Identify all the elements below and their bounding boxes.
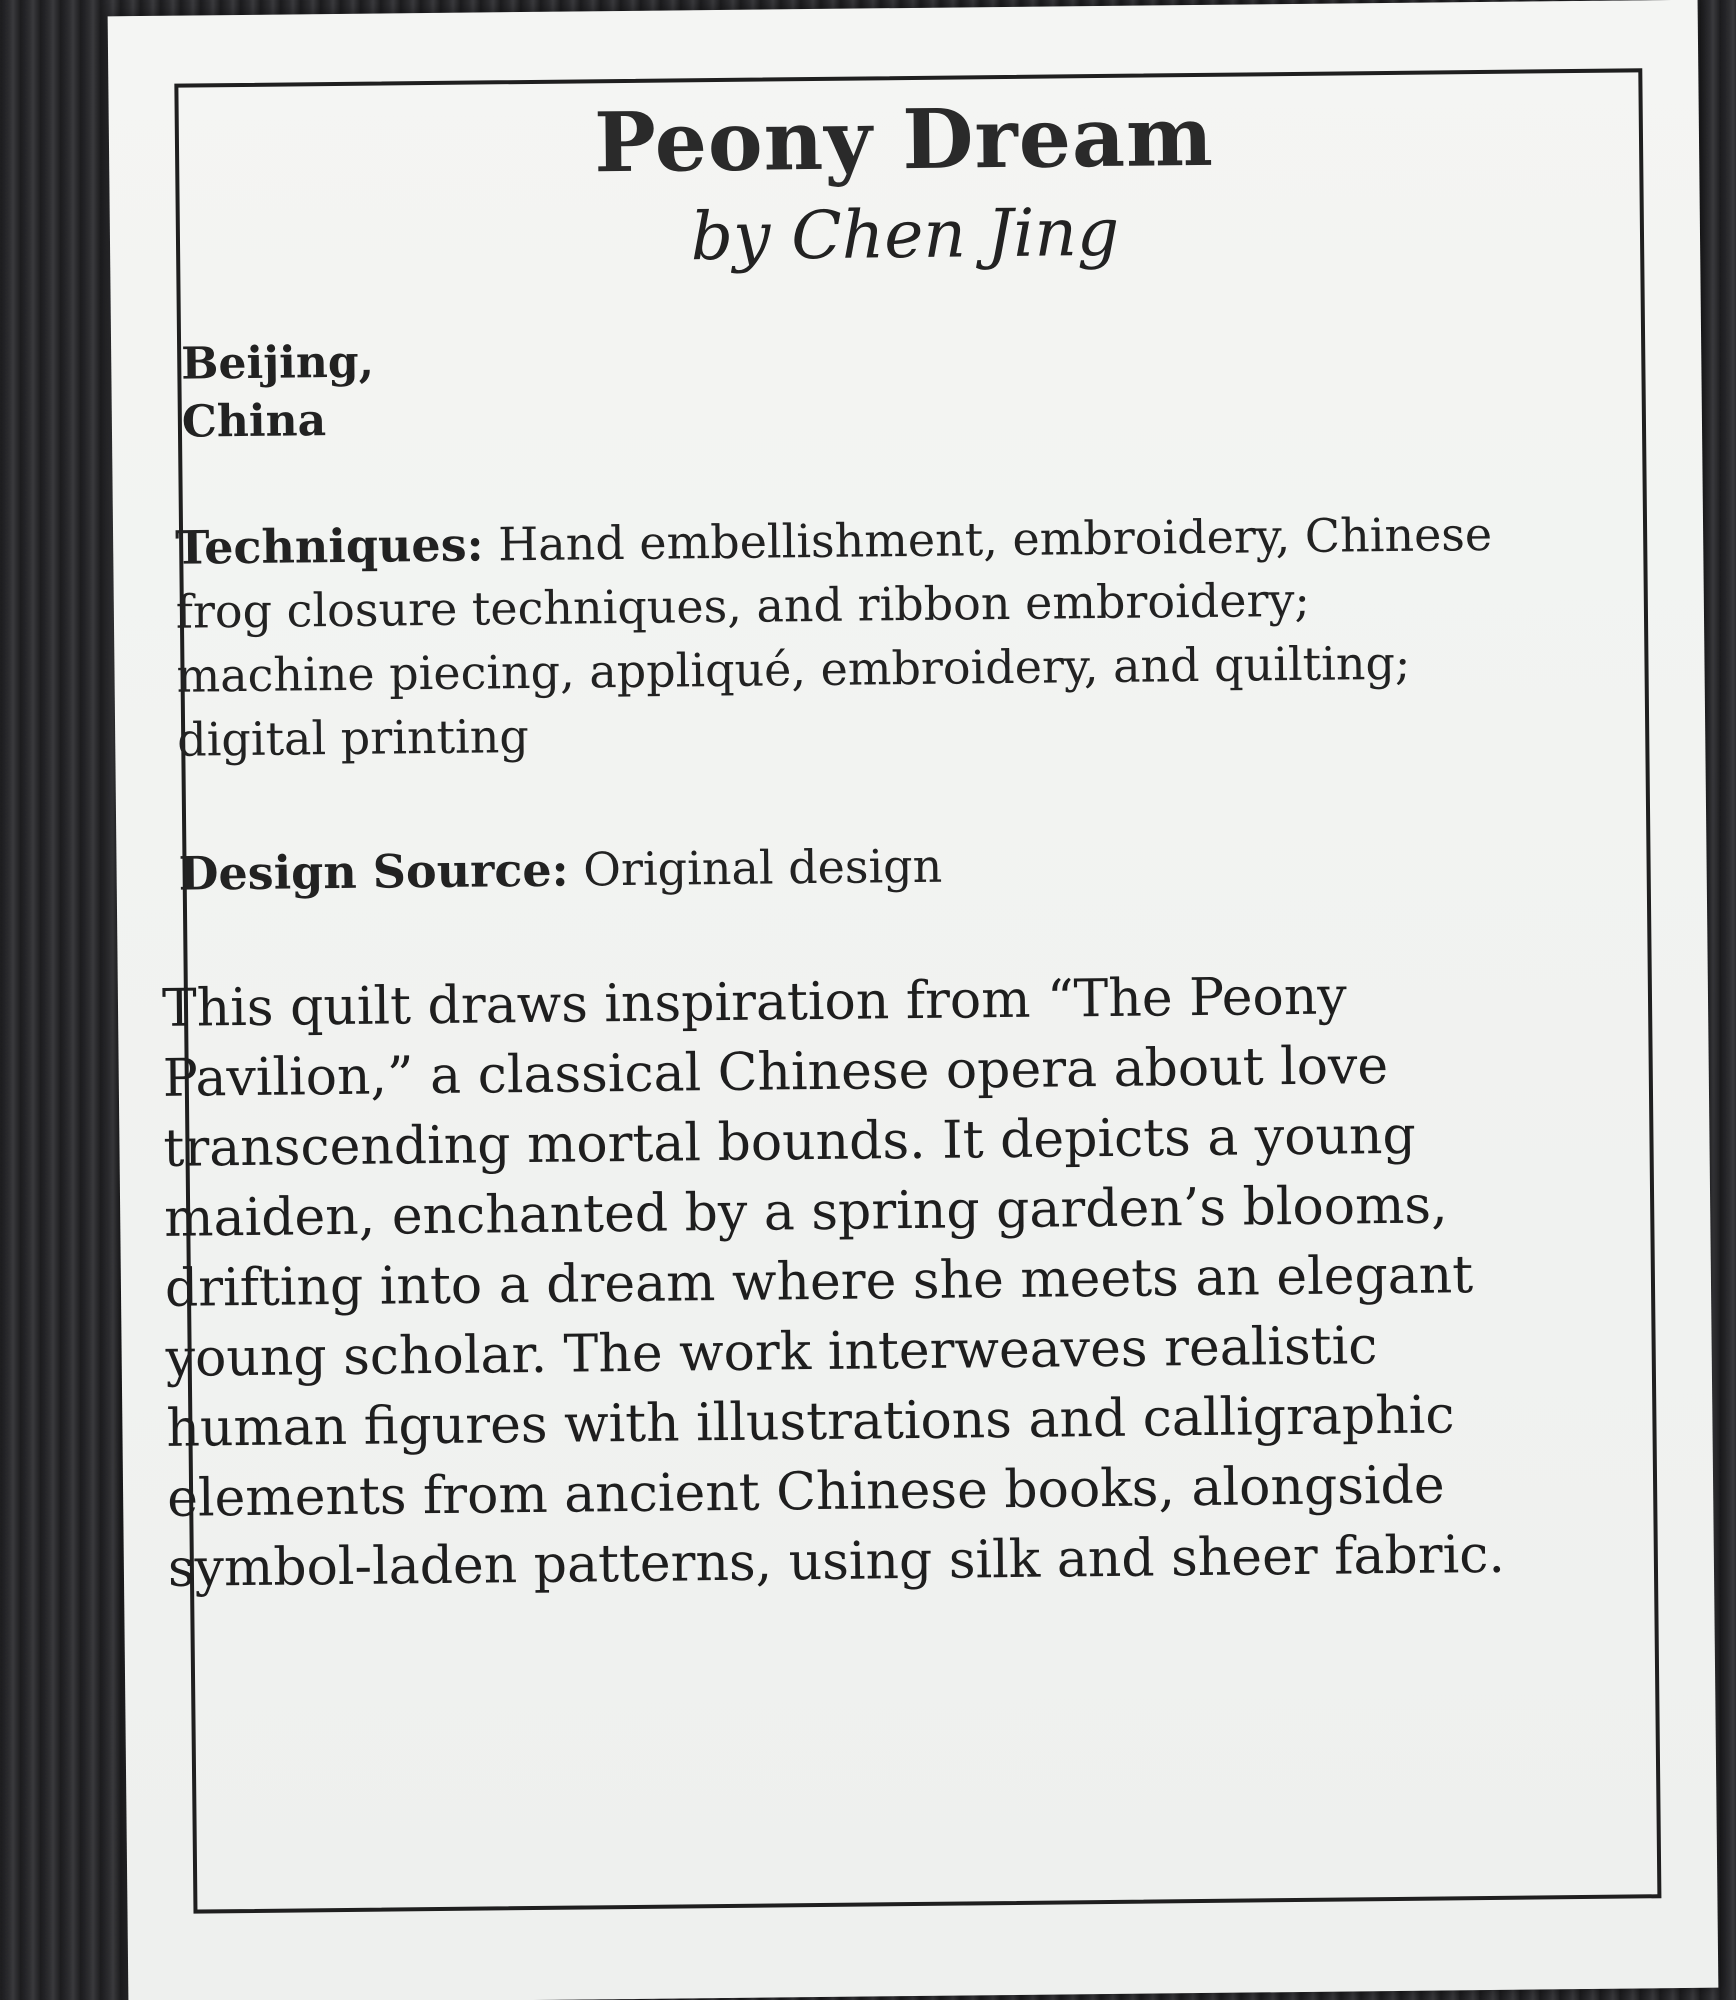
card-content: [108, 0, 1719, 2000]
location-country: China: [181, 395, 327, 448]
quilt-description: This quilt draws inspiration from “The Peony Pavilion,” a classical Chinese opera about love transcending mortal bounds. It depicts a young maiden, enchanted by a spring garden’s blooms, drifting into a dream where she meets an elegant young scholar. The work interweaves realistic human figures with illustrations and calligraphic elements from ancient Chinese books, alongside symbol-laden patterns, using silk and sheer fabric.: [161, 966, 1506, 1599]
design-source-label: Design Source:: [178, 842, 569, 901]
techniques-text: Hand embellishment, embroidery, Chinese frog closure techniques, and ribbon embroidery; machine piecing, appliqué, embroidery, and quilting; digital printing: [175, 506, 1493, 767]
design-source-text: Original design: [568, 838, 943, 897]
techniques-section: [175, 502, 1518, 772]
exhibit-card: [108, 0, 1719, 2000]
design-source-section: [178, 828, 1519, 906]
artist-byline: by Chen Jing: [690, 193, 1120, 276]
artist-location: [181, 334, 375, 452]
location-city: Beijing,: [181, 336, 375, 390]
techniques-label: Techniques:: [174, 517, 484, 575]
quilt-title: Peony Dream: [593, 88, 1215, 192]
